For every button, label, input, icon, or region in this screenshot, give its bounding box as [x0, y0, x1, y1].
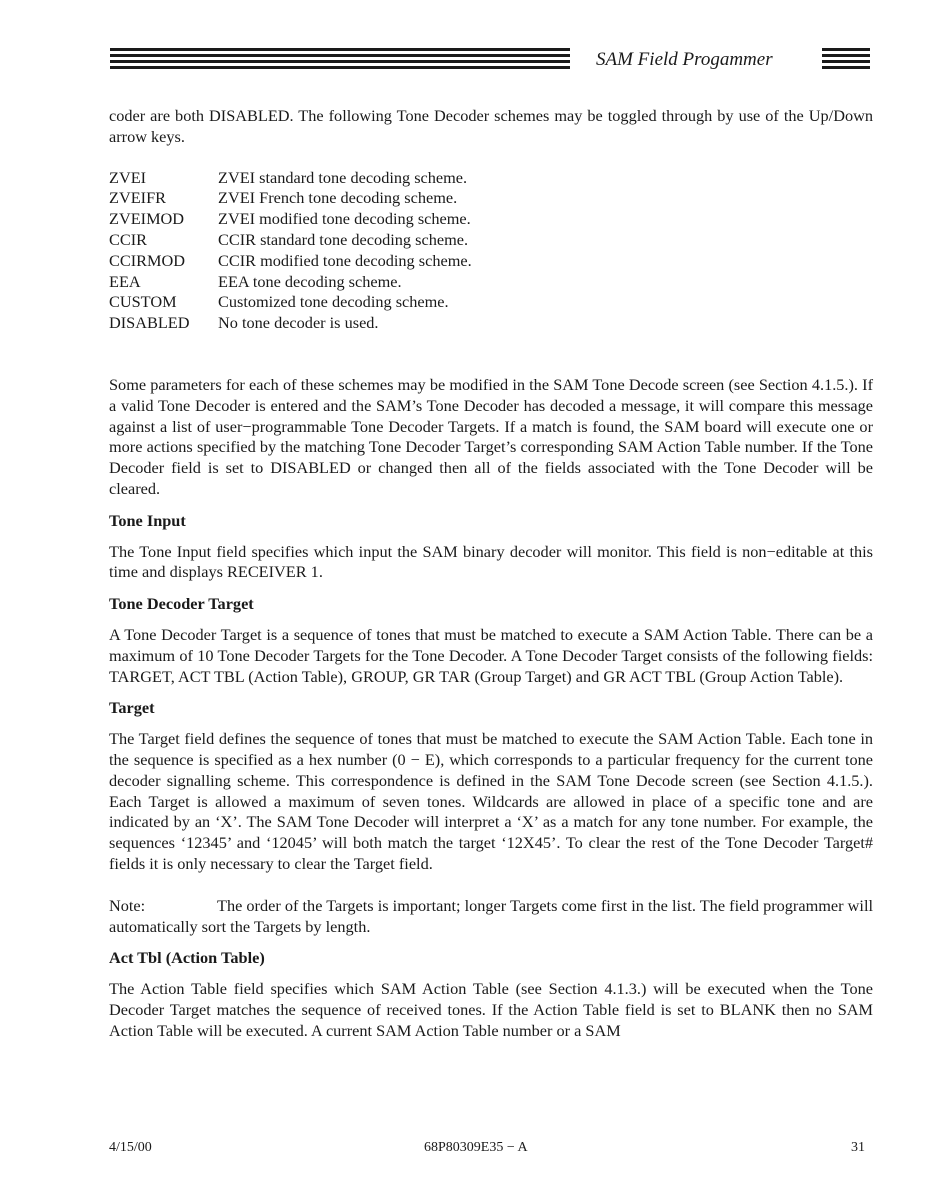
tone-decoder-target-heading: Tone Decoder Target: [109, 594, 254, 614]
scheme-description: No tone decoder is used.: [218, 313, 379, 333]
scheme-code: ZVEIFR: [109, 188, 166, 208]
list-item: [109, 230, 873, 251]
list-item: [109, 292, 873, 313]
target-paragraph: The Target field defines the sequence of tones that must be matched to execute the SAM Action Table. Each tone in the sequence is specified as a hex number (0 − E), which corresponds to a particular frequency for the current tone decoder signalling scheme. This correspondence is defined in the SAM Tone Decode screen (see Section 4.1.5.). Each Target is allowed a maximum of seven tones. Wildcards are allowed in place of a specific tone and are indicated by an ‘X’. The SAM Tone Decoder will interpret a ‘X’ as a match for any tone number. For example, the sequences ‘12345’ and ‘12045’ will both match the target ‘12X45’. To clear the rest of the Tone Decoder Target# fields it is only necessary to clear the Target field.: [109, 729, 873, 873]
scheme-description: ZVEI standard tone decoding scheme.: [218, 167, 468, 187]
scheme-description: Customized tone decoding scheme.: [218, 292, 449, 312]
scheme-description: EEA tone decoding scheme.: [218, 271, 402, 291]
scheme-code: ZVEI: [109, 167, 147, 187]
target-heading: Target: [109, 698, 155, 718]
act-tbl-heading: Act Tbl (Action Table): [109, 948, 265, 968]
intro-paragraph: coder are both DISABLED. The following Tone Decoder schemes may be toggled through by use of the Up/Down arrow keys.: [109, 106, 873, 146]
scheme-code: EEA: [109, 271, 141, 291]
list-item: [109, 272, 873, 293]
footer-page-number: 31: [851, 1140, 865, 1155]
scheme-code: CCIR: [109, 229, 148, 249]
scheme-description: CCIR modified tone decoding scheme.: [218, 250, 472, 270]
list-item: [109, 209, 873, 230]
list-item: [109, 313, 873, 334]
header-rule-left: [110, 48, 570, 72]
scheme-code: ZVEIMOD: [109, 209, 185, 229]
list-item: [109, 251, 873, 272]
note-label: Note:: [109, 895, 146, 915]
note-paragraph: The order of the Targets is important; longer Targets come first in the list. The field programmer will automatically sort the Targets by length.: [109, 895, 873, 936]
scheme-description: ZVEI French tone decoding scheme.: [218, 188, 458, 208]
list-item: [109, 188, 873, 209]
params-paragraph: Some parameters for each of these schemes may be modified in the SAM Tone Decode screen (see Section 4.1.5.). If a valid Tone Decoder is entered and the SAM’s Tone Decoder has decoded a message, it will compare this message against a list of user−programmable Tone Decoder Targets. If a match is found, the SAM board will execute one or more actions specified by the matching Tone Decoder Target’s corresponding SAM Action Table number. If the Tone Decoder field is set to DISABLED or changed then all of the fields associated with the Tone Decoder will be cleared.: [109, 374, 873, 498]
tone-decoder-target-paragraph: A Tone Decoder Target is a sequence of tones that must be matched to execute a SAM Action Table. There can be a maximum of 10 Tone Decoder Targets for the Tone Decoder. A Tone Decoder Target consists of the following fields: TARGET, ACT TBL (Action Table), GROUP, GR TAR (Group Target) and GR ACT TBL (Group Action Table).: [109, 624, 873, 686]
header-rule-right: [822, 48, 870, 72]
scheme-code: DISABLED: [109, 313, 190, 333]
scheme-list: [109, 168, 873, 334]
footer-date: 4/15/00: [109, 1140, 152, 1155]
act-tbl-paragraph: The Action Table field specifies which SAM Action Table (see Section 4.1.3.) will be executed when the Tone Decoder Target matches the sequence of received tones. If the Action Table field is set to BLANK then no SAM Action Table will be executed. A current SAM Action Table number or a SAM: [109, 979, 873, 1040]
tone-input-heading: Tone Input: [109, 510, 186, 530]
page-body: [109, 104, 873, 1041]
tone-input-paragraph: The Tone Input field specifies which input the SAM binary decoder will monitor. This field is non−editable at this time and displays RECEIVER 1.: [109, 541, 873, 582]
scheme-description: CCIR standard tone decoding scheme.: [218, 229, 469, 249]
scheme-code: CCIRMOD: [109, 250, 185, 270]
footer-document-number: 68P80309E35 − A: [424, 1140, 528, 1155]
scheme-description: ZVEI modified tone decoding scheme.: [218, 209, 471, 229]
running-header-title: SAM Field Progammer: [596, 49, 773, 70]
scheme-code: CUSTOM: [109, 292, 177, 312]
list-item: [109, 168, 873, 189]
